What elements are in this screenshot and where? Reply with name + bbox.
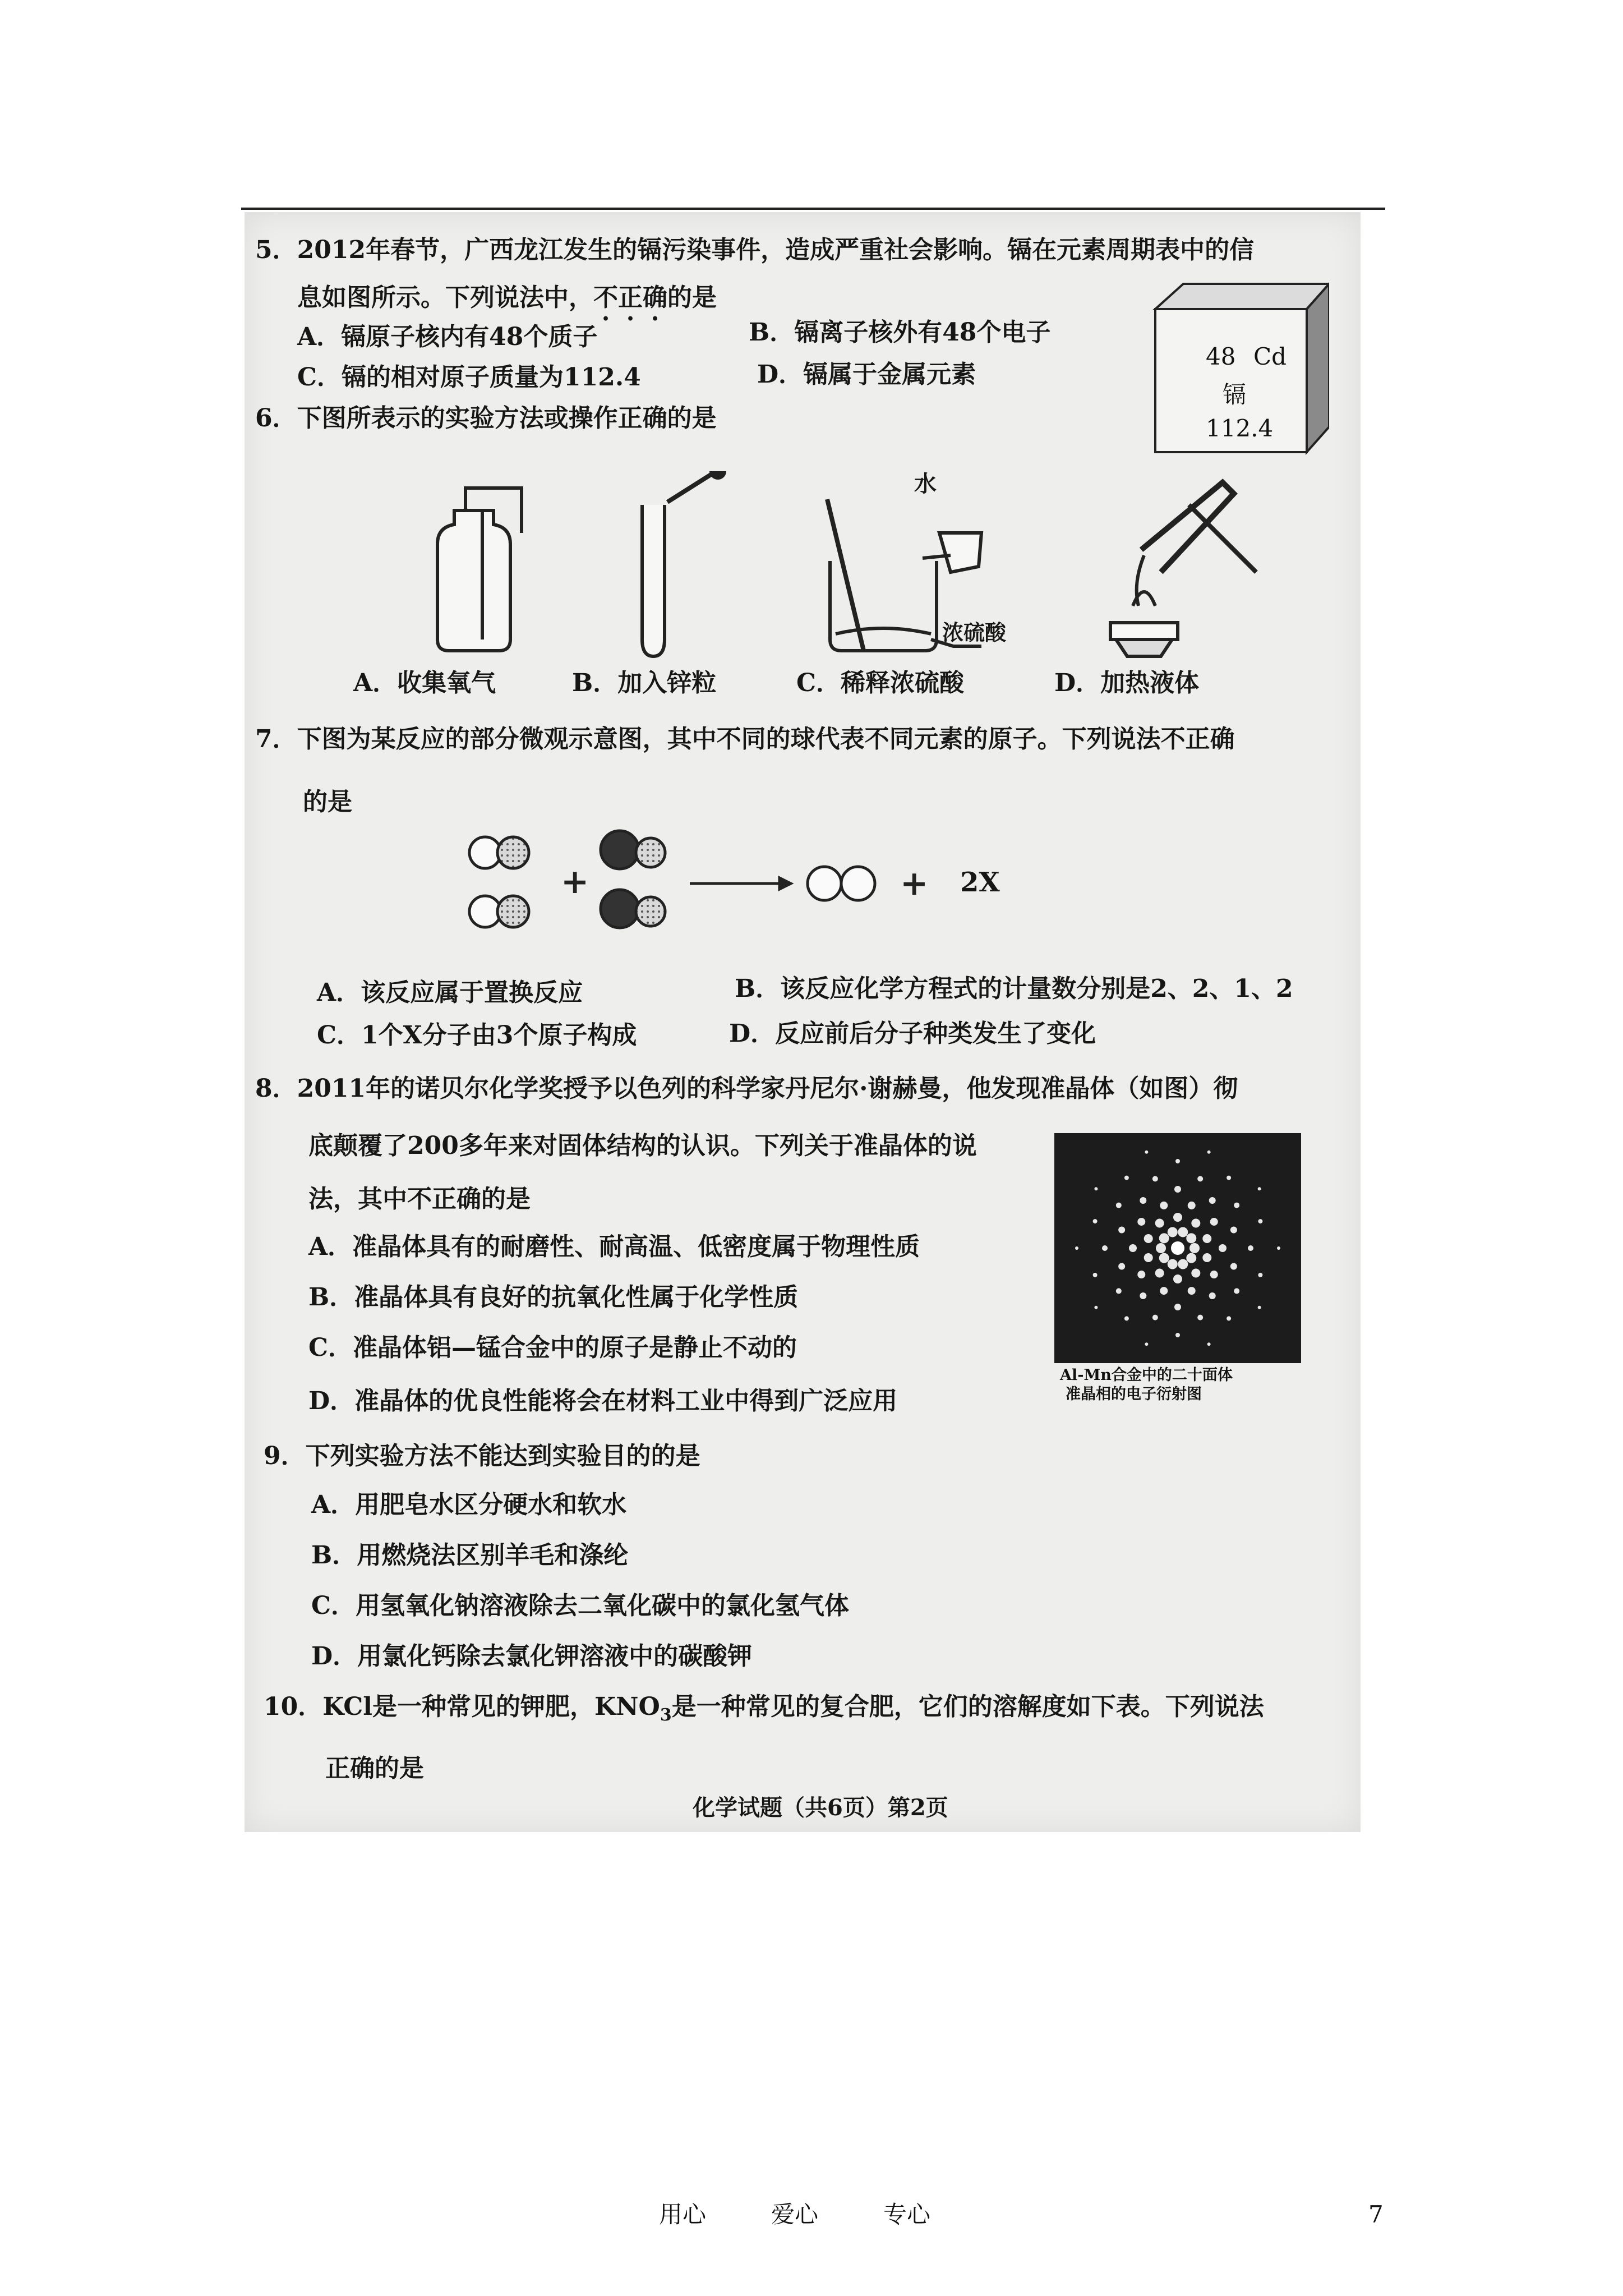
diffraction-spot	[1093, 1273, 1098, 1277]
diffraction-spot	[1227, 1316, 1231, 1320]
diffraction-spot	[1277, 1246, 1280, 1250]
q8-option-a: A．准晶体具有的耐磨性、耐高温、低密度属于物理性质	[308, 1232, 920, 1261]
exam-page-footer: 化学试题（共6页）第2页	[693, 1795, 948, 1821]
footer-motto-1: 用心	[659, 2201, 707, 2228]
q6-label-acid: 浓硫酸	[942, 620, 1007, 645]
element-name: 镉	[1223, 381, 1247, 408]
footer-motto-2: 爱心	[771, 2201, 819, 2228]
diffraction-spot	[1202, 1253, 1211, 1262]
diffraction-spot	[1174, 1304, 1181, 1310]
diffraction-spot	[1258, 1219, 1262, 1223]
q5-line1: 5．2012年春节，广西龙江发生的镉污染事件，造成严重社会影响。镉在元素周期表中的信	[255, 236, 1255, 264]
q8-figure-caption	[1060, 1366, 1233, 1404]
diffraction-spot	[1186, 1233, 1196, 1243]
diffraction-spot	[1209, 1197, 1216, 1204]
page-number: 7	[1368, 2201, 1384, 2228]
diffraction-spot	[1178, 1259, 1188, 1269]
diffraction-spot	[1210, 1271, 1218, 1278]
q9-option-c: C．用氢氧化钠溶液除去二氧化碳中的氯化氢气体	[311, 1591, 850, 1620]
q8-line2: 底颠覆了200多年来对固体结构的认识。下列关于准晶体的说	[308, 1131, 977, 1160]
q5-option-b: B．镉离子核外有48个电子	[749, 318, 1051, 347]
diffraction-spot	[1118, 1227, 1125, 1234]
diffraction-spot	[1174, 1186, 1181, 1193]
diffraction-spot	[1156, 1243, 1166, 1253]
element-atomic-number: 48	[1206, 343, 1236, 370]
diffraction-spot	[1197, 1176, 1203, 1181]
q9-option-d: D．用氯化钙除去氯化钾溶液中的碳酸钾	[311, 1642, 753, 1671]
q9-stem: 9．下列实验方法不能达到实验目的的是	[264, 1442, 700, 1470]
reaction-diagram	[465, 813, 1026, 948]
q8-option-c: C．准晶体铝—锰合金中的原子是静止不动的	[308, 1333, 797, 1362]
diffraction-spot	[1159, 1253, 1169, 1263]
diffraction-spot	[1168, 1259, 1178, 1269]
diffraction-spot	[1186, 1253, 1196, 1263]
caption-line-2: 准晶相的电子衍射图	[1066, 1386, 1202, 1403]
diffraction-spot	[1160, 1287, 1168, 1295]
q6-option-b: B．加入锌粒	[572, 669, 717, 697]
diffraction-spot	[1159, 1233, 1169, 1243]
diffraction-spot	[1144, 1253, 1153, 1262]
q6-option-d: D．加热液体	[1054, 669, 1200, 697]
footer-motto-3: 专心	[883, 2201, 931, 2228]
q7-line1: 7．下图为某反应的部分微观示意图，其中不同的球代表不同元素的原子。下列说法不正确	[255, 725, 1235, 753]
diffraction-spot	[1173, 1274, 1182, 1283]
gas-collection-bottle-icon	[437, 488, 522, 651]
diffraction-spot	[1173, 1213, 1182, 1222]
diffraction-spot	[1189, 1243, 1200, 1253]
diffraction-spot	[1248, 1245, 1253, 1251]
diffraction-spot	[1102, 1245, 1108, 1251]
product-molecule-icon	[808, 867, 875, 900]
diffraction-spot	[1168, 1227, 1178, 1237]
diffraction-spot	[1175, 1159, 1180, 1163]
diffraction-spot	[1140, 1197, 1146, 1204]
diffraction-spot	[1124, 1316, 1129, 1320]
q8-option-b: B．准晶体具有良好的抗氧化性属于化学性质	[308, 1283, 799, 1312]
diffraction-spot	[1230, 1263, 1237, 1269]
diffraction-spot	[1094, 1187, 1098, 1190]
diffraction-spot	[1230, 1227, 1237, 1234]
lab-apparatus-illustration	[415, 471, 1290, 662]
diffraction-spot	[1075, 1246, 1078, 1250]
diffraction-spot	[1258, 1273, 1262, 1277]
diffraction-spot	[1207, 1151, 1211, 1154]
diffraction-spot	[1116, 1288, 1122, 1294]
diffraction-spot	[1152, 1176, 1158, 1181]
q6-label-water: 水	[914, 471, 937, 497]
diffraction-spot	[1175, 1333, 1180, 1337]
diffraction-spot	[1129, 1244, 1137, 1252]
diffraction-spot	[1210, 1218, 1218, 1226]
q7-product-label: 2X	[960, 867, 1000, 898]
diffraction-spot	[1124, 1176, 1129, 1180]
header-rule	[241, 208, 1385, 210]
element-symbol: Cd	[1253, 343, 1287, 370]
q8-line3: 法，其中不正确的是	[308, 1185, 531, 1213]
diffraction-spot	[1145, 1151, 1148, 1154]
diffraction-spot	[1258, 1306, 1261, 1309]
diffraction-spot	[1188, 1202, 1196, 1209]
q7-option-c: C．1个X分子由3个原子构成	[317, 1021, 637, 1050]
diffraction-spot	[1093, 1219, 1098, 1223]
diffraction-spot	[1155, 1219, 1164, 1228]
test-tube-icon	[642, 471, 725, 656]
quasicrystal-diffraction-image	[1054, 1133, 1301, 1363]
q7-option-d: D．反应前后分子种类发生了变化	[729, 1019, 1096, 1048]
diffraction-spot	[1160, 1202, 1168, 1209]
diffraction-spot	[1202, 1234, 1211, 1243]
q7-line2: 的是	[303, 788, 352, 816]
diffraction-center-spot	[1171, 1241, 1184, 1255]
plus-sign-2-icon: +	[900, 864, 929, 903]
q5-option-d: D．镉属于金属元素	[757, 360, 976, 389]
cadmium-element-card	[1144, 278, 1329, 458]
q10-line2: 正确的是	[325, 1754, 424, 1783]
diffraction-spot	[1118, 1263, 1125, 1269]
reactant-molecules-2-icon	[601, 831, 665, 928]
element-atomic-mass: 112.4	[1206, 415, 1274, 442]
q8-line1: 8．2011年的诺贝尔化学奖授予以色列的科学家丹尼尔·谢赫曼，他发现准晶体（如图）彻	[255, 1074, 1238, 1103]
reactant-molecules-1-icon	[469, 837, 529, 927]
q10-line1: 10．KCl是一种常见的钾肥，$KNO_3$是一种常见的复合肥，它们的溶解度如下表。下列说法	[264, 1692, 1264, 1725]
q9-option-b: B．用燃烧法区别羊毛和涤纶	[311, 1541, 629, 1570]
diffraction-spot	[1178, 1227, 1188, 1237]
reaction-arrow-icon	[690, 878, 791, 889]
diffraction-spot	[1191, 1219, 1200, 1228]
q5-line2: 息如图所示。下列说法中，不正确的是	[297, 283, 717, 312]
diffraction-spot	[1234, 1203, 1239, 1208]
diffraction-spot	[1258, 1187, 1261, 1190]
diffraction-spot	[1209, 1292, 1216, 1299]
diffraction-spot	[1155, 1268, 1164, 1277]
q6-option-c: C．稀释浓硫酸	[796, 669, 965, 697]
q9-option-a: A．用肥皂水区分硬水和软水	[311, 1490, 627, 1519]
q8-option-d: D．准晶体的优良性能将会在材料工业中得到广泛应用	[308, 1387, 898, 1415]
diffraction-spot	[1227, 1176, 1231, 1180]
diffraction-spot	[1197, 1315, 1203, 1320]
diffraction-spot	[1094, 1306, 1098, 1309]
diffraction-spot	[1207, 1342, 1211, 1346]
diffraction-spot	[1188, 1287, 1196, 1295]
caption-line-1: Al-Mn合金中的二十面体	[1060, 1366, 1233, 1384]
plus-sign-icon: +	[561, 862, 589, 901]
diffraction-spot	[1137, 1271, 1145, 1278]
q5-emphasis: 不正确	[593, 283, 667, 312]
q5-option-c: C．镉的相对原子质量为112.4	[297, 363, 641, 392]
q6-stem: 6．下图所表示的实验方法或操作正确的是	[255, 404, 717, 432]
q7-option-b: B．该反应化学方程式的计量数分别是2、2、1、2	[735, 974, 1293, 1003]
diffraction-spot	[1140, 1292, 1146, 1299]
diffraction-pattern-icon	[1054, 1133, 1301, 1363]
diffraction-spot	[1137, 1218, 1145, 1226]
diffraction-spot	[1234, 1288, 1239, 1294]
diffraction-spot	[1152, 1315, 1158, 1320]
diffraction-spot	[1191, 1268, 1200, 1277]
diffraction-spot	[1219, 1244, 1227, 1252]
q7-option-a: A．该反应属于置换反应	[317, 978, 583, 1007]
heating-setup-icon	[1110, 482, 1256, 656]
q5-option-a: A．镉原子核内有48个质子	[297, 323, 598, 351]
q6-option-a: A．收集氧气	[353, 669, 496, 697]
diffraction-spot	[1144, 1234, 1153, 1243]
diffraction-spot	[1145, 1342, 1148, 1346]
diffraction-spot	[1116, 1203, 1122, 1208]
